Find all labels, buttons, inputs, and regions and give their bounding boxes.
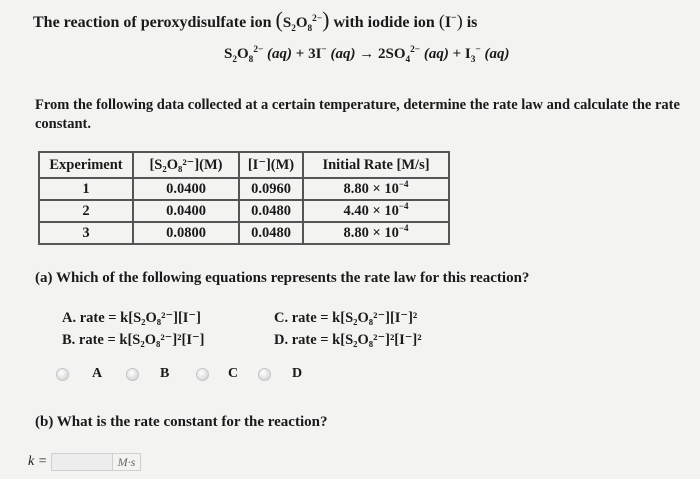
- rate-constant-input[interactable]: [51, 453, 113, 471]
- radio-d[interactable]: [258, 368, 271, 381]
- option-c-text: C. rate = k[S₂O₈²⁻][I⁻]²: [274, 310, 418, 326]
- reaction-arrow: →: [359, 46, 375, 62]
- intro-middle: with iodide ion: [333, 14, 435, 31]
- option-b-text: B. rate = k[S₂O₈²⁻]²[I⁻]: [62, 332, 205, 348]
- cell-s2o8: 0.0400: [133, 200, 239, 222]
- option-a-text: A. rate = k[S₂O₈²⁻][I⁻]: [62, 310, 201, 326]
- table-header-row: [39, 152, 449, 178]
- part-a-question: (a) Which of the following equations represents the rate law for this reaction?: [35, 270, 530, 286]
- table-row: [39, 222, 449, 244]
- header-iodide: [I⁻](M): [239, 152, 303, 178]
- rate-constant-unit: M·s: [113, 453, 141, 471]
- radio-label-d[interactable]: D: [292, 366, 303, 381]
- intro-suffix: is: [466, 14, 478, 31]
- radio-label-b[interactable]: B: [160, 366, 170, 381]
- cell-iodide: 0.0480: [239, 200, 303, 222]
- radio-label-a[interactable]: A: [92, 366, 103, 381]
- header-experiment: Experiment: [39, 152, 133, 178]
- part-b-question: (b) What is the rate constant for the reaction?: [35, 414, 328, 430]
- cell-s2o8: 0.0800: [133, 222, 239, 244]
- cell-iodide: 0.0960: [239, 178, 303, 200]
- header-s2o8: [S₂O₈²⁻](M): [133, 152, 239, 178]
- reaction-equation: $S_2O_8^{2-}$ (aq) + 3I− $(aq) \to 2SO_4^{2-}$ $(aq) + I_3^-$ (aq): [224, 45, 510, 65]
- table-row: [39, 178, 449, 200]
- radio-c[interactable]: [196, 368, 209, 381]
- radio-b[interactable]: [126, 368, 139, 381]
- intro-prefix: The reaction of peroxydisulfate ion: [33, 14, 272, 31]
- radio-label-c[interactable]: C: [228, 366, 239, 381]
- option-d-text: D. rate = k[S₂O₈²⁻]²[I⁻]²: [274, 332, 422, 348]
- cell-experiment: 1: [39, 178, 133, 200]
- intro-line: The reaction of peroxydisulfate ion $(S_2O_8^{2-})$ with iodide ion (I−) is: [33, 7, 478, 34]
- instructions-text: From the following data collected at a certain temperature, determine the rate law and calculate the rate constant.: [35, 97, 680, 132]
- cell-iodide: 0.0480: [239, 222, 303, 244]
- cell-rate: $8.80 \times 10^{-4}$: [303, 178, 449, 200]
- radio-a[interactable]: [56, 368, 69, 381]
- cell-s2o8: 0.0400: [133, 178, 239, 200]
- table-row: [39, 200, 449, 222]
- data-table: [38, 151, 450, 245]
- k-label: k =: [28, 454, 48, 469]
- cell-rate: $4.40 \times 10^{-4}$: [303, 200, 449, 222]
- cell-experiment: 2: [39, 200, 133, 222]
- header-initial-rate: Initial Rate [M/s]: [303, 152, 449, 178]
- cell-rate: $8.80 \times 10^{-4}$: [303, 222, 449, 244]
- cell-experiment: 3: [39, 222, 133, 244]
